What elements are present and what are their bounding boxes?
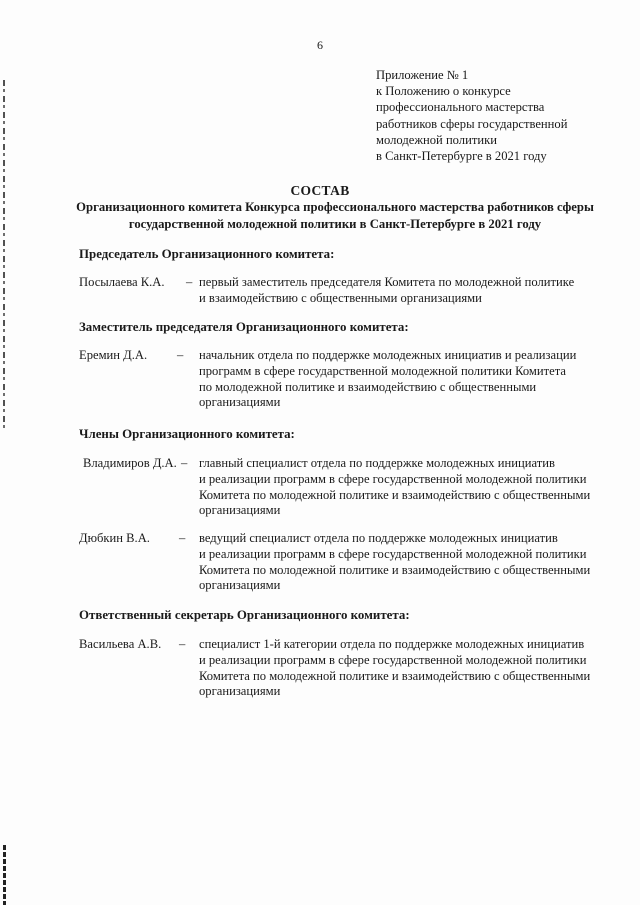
description-line: Комитета по молодежной политике и взаимодействию с общественными [199,668,591,683]
description-line: главный специалист отдела по поддержке молодежных инициатив [199,456,555,470]
member-dash: – [186,275,193,289]
member-name: Владимиров Д.А. [83,456,177,470]
appendix-line: в Санкт-Петербурге в 2021 году [376,149,547,164]
description-line: Комитета по молодежной политике и взаимодействию с общественными [199,487,591,502]
section-heading-chairman: Председатель Организационного комитета: [79,247,335,261]
description-line: специалист 1-й категории отдела по поддержке молодежных инициатив [199,637,585,651]
member-description [199,456,602,519]
member-description [199,637,602,700]
member-description [199,348,602,411]
document-subtitle [70,199,600,232]
description-line: и взаимодействию с общественными организациями [199,290,482,305]
member-dash: – [177,348,184,362]
member-description [199,275,602,307]
appendix-line: молодежной политики [376,132,497,147]
section-heading-deputy: Заместитель председателя Организационного комитета: [79,320,409,334]
scan-edge-mark [3,80,5,430]
description-line: и реализации программ в сфере государственной молодежной политики [199,652,587,667]
description-line: первый заместитель председателя Комитета по молодежной политике [199,275,575,289]
subtitle-line: государственной молодежной политики в Санкт-Петербурге в 2021 году [128,216,542,231]
document-title: СОСТАВ [290,183,350,198]
member-dash: – [181,456,188,470]
member-name: Васильева А.В. [79,637,162,651]
description-line: организациями [199,395,281,410]
description-line: начальник отдела по поддержке молодежных инициатив и реализации [199,348,577,362]
member-name: Дюбкин В.А. [79,531,150,545]
appendix-line: Приложение № 1 [376,68,469,82]
description-line: организациями [199,503,281,518]
description-line: организациями [199,684,281,699]
section-heading-secretary: Ответственный секретарь Организационного комитета: [79,608,410,622]
appendix-line: работников сферы государственной [376,116,568,131]
description-line: программ в сфере государственной молодежной политики Комитета [199,363,566,378]
description-line: и реализации программ в сфере государственной молодежной политики [199,546,587,561]
member-dash: – [179,531,186,545]
member-description [199,531,602,594]
subtitle-line: Организационного комитета Конкурса профессионального мастерства работников сферы [76,200,594,214]
scan-edge-mark [3,845,6,905]
appendix-note [376,67,616,164]
page-number: 6 [317,38,323,52]
member-dash: – [179,637,186,651]
member-name: Посылаева К.А. [79,275,165,289]
description-line: Комитета по молодежной политике и взаимодействию с общественными [199,562,591,577]
appendix-line: профессионального мастерства [376,100,545,115]
description-line: ведущий специалист отдела по поддержке молодежных инициатив [199,531,558,545]
description-line: организациями [199,578,281,593]
appendix-line: к Положению о конкурсе [376,84,511,99]
section-heading-members: Члены Организационного комитета: [79,427,295,441]
description-line: и реализации программ в сфере государственной молодежной политики [199,471,587,486]
member-name: Еремин Д.А. [79,348,148,362]
description-line: по молодежной политике и взаимодействию с общественными [199,379,537,394]
